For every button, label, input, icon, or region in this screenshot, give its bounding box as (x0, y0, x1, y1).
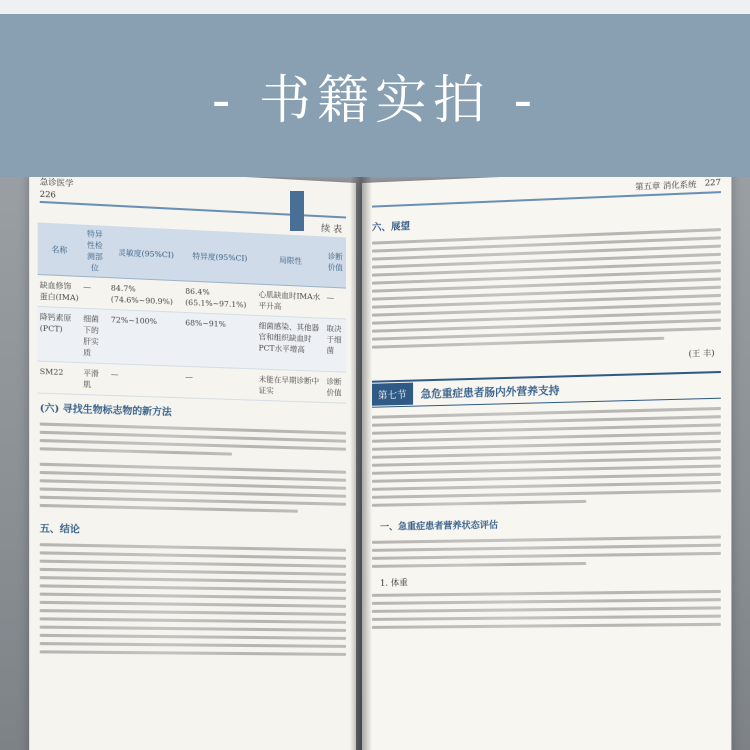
text-line (372, 552, 721, 560)
text-line (40, 584, 346, 592)
book-gutter-shadow (350, 177, 372, 750)
table-cell: — (81, 276, 109, 309)
text-line (372, 590, 721, 597)
text-line (372, 606, 721, 613)
text-line (372, 500, 586, 507)
text-line (372, 615, 721, 621)
chapter-tag: 第七节 (372, 383, 413, 406)
table-header-cell: 局限性 (257, 233, 325, 287)
banner-title: - 书籍实拍 - (211, 71, 539, 131)
table-cell: SM22 (38, 361, 81, 394)
text-line (40, 609, 346, 616)
text-line (40, 650, 346, 656)
table-header-cell: 名称 (38, 222, 81, 276)
text-line (40, 568, 346, 576)
text-line (372, 598, 721, 605)
table-header-cell: 灵敏度(95%CI) (109, 226, 183, 281)
table-cell: 诊断价值 (325, 371, 347, 403)
table-cell: 平滑肌 (81, 363, 109, 396)
body-paragraph (362, 535, 731, 575)
table-cell: — (183, 366, 256, 400)
section-heading: 六、展望 (371, 221, 411, 234)
body-paragraph (362, 407, 731, 514)
table-header-cell: 特异度(95%CI) (183, 230, 256, 285)
chapter-heading-bar (372, 371, 721, 408)
text-line (40, 617, 346, 624)
title-banner (0, 14, 750, 177)
text-line (372, 544, 721, 552)
table-cell: 降钙素原(PCT) (38, 306, 81, 362)
text-line (40, 576, 346, 584)
book-photo (0, 177, 750, 750)
text-line (372, 562, 586, 568)
body-paragraph (362, 228, 731, 356)
table-cell: 心肌缺血时IMA水平升高 (257, 284, 325, 318)
text-line (40, 504, 298, 513)
table-caption: 续 表 (321, 224, 343, 236)
table-cell: 缺血修饰蛋白(IMA) (38, 274, 81, 308)
sub-section-heading: 一、急重症患者营养状态评估 (379, 520, 499, 533)
table-cell: 68%~91% (183, 312, 256, 369)
right-running-head-text: 第五章 消化系统 (635, 179, 697, 192)
table-cell: 72%~100% (109, 309, 183, 366)
text-line (40, 626, 346, 632)
table-cell: 取决于细菌 (325, 318, 347, 372)
text-line (40, 447, 232, 455)
item-heading: 1. 体重 (379, 578, 408, 589)
author-credit: (王 丰) (688, 348, 715, 359)
table-cell: 细菌下的肝实质 (81, 308, 109, 363)
left-book-page (29, 177, 356, 750)
left-running-head-text: 急诊医学 (39, 177, 74, 189)
section-heading: 五、结论 (39, 523, 80, 536)
table-cell: 84.7%(74.6%~90.9%) (109, 278, 183, 313)
table-cell: 86.4%(65.1%~97.1%) (183, 281, 256, 316)
body-paragraph (29, 422, 356, 466)
body-paragraph (29, 543, 356, 663)
text-line (372, 623, 721, 629)
right-book-page (362, 177, 731, 750)
left-page-number: 226 (39, 189, 56, 200)
right-page-number: 227 (704, 177, 721, 188)
text-line (40, 634, 346, 640)
text-line (40, 551, 346, 559)
text-line (372, 489, 721, 499)
body-paragraph (362, 590, 731, 636)
text-line (40, 593, 346, 600)
text-line (40, 543, 346, 552)
table-cell: — (109, 364, 183, 398)
top-strip (0, 0, 750, 14)
body-paragraph (29, 462, 356, 521)
section-heading: (六) 寻找生物标志物的新方法 (39, 402, 172, 419)
bookmark-ribbon (290, 191, 304, 231)
table-cell: 细菌感染、其他器官和组织缺血时PCT水平增高 (257, 315, 325, 371)
text-line (40, 642, 346, 648)
table-header-cell: 诊断价值 (325, 236, 347, 288)
text-line (40, 560, 346, 568)
biomarker-table (38, 222, 346, 403)
table-cell: 未能在早期诊断中证实 (257, 369, 325, 403)
chapter-title: 急危重症患者肠内外营养支持 (420, 384, 560, 400)
table-header-cell: 特异性检测部位 (81, 225, 109, 278)
text-line (372, 535, 721, 543)
table-cell: — (325, 287, 347, 319)
text-line (40, 601, 346, 608)
